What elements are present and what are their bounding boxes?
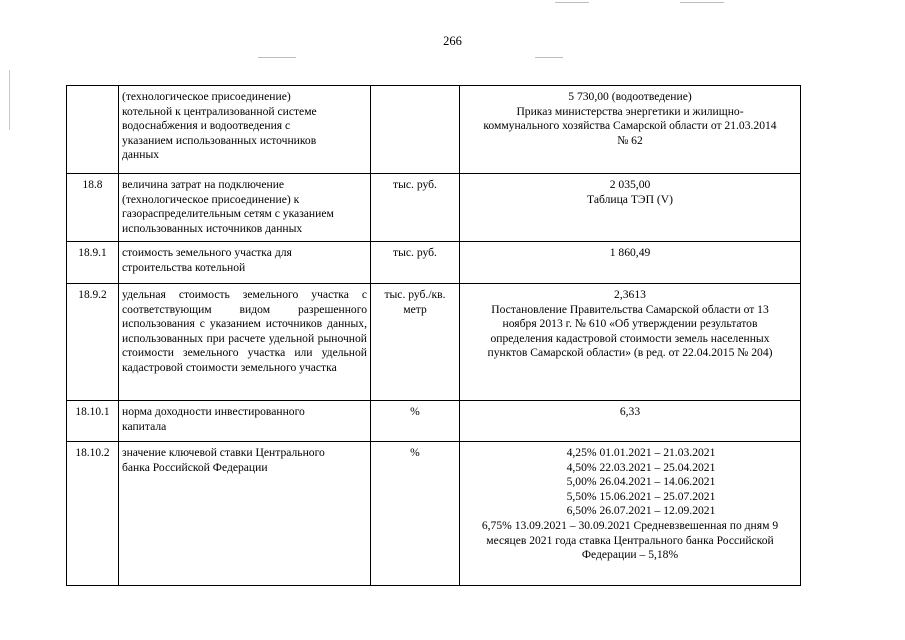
data-table xyxy=(66,85,801,586)
value-line: 6,33 xyxy=(619,405,641,418)
unit-cell xyxy=(371,86,460,174)
scan-speck xyxy=(258,57,296,58)
scan-speck xyxy=(555,2,589,3)
parameter-name-line: строительства котельной xyxy=(122,260,246,274)
value-cell xyxy=(460,86,801,174)
weighted-rate-line: 6,75% 13.09.2021 – 30.09.2021 Средневзвешенная по дням 9 xyxy=(481,518,779,532)
key-rate-period: 5,50% 15.06.2021 – 25.07.2021 xyxy=(566,489,716,503)
value-line: пунктов Самарской области» (в ред. от 22.04.2015 № 204) xyxy=(487,346,773,360)
table-row xyxy=(67,242,801,284)
value-cell xyxy=(460,284,801,401)
parameter-name-line: данных xyxy=(122,148,160,162)
row-number: 18.10.1 xyxy=(67,401,119,442)
row-number: 18.9.2 xyxy=(67,284,119,401)
parameter-name-line: использованных источников данных xyxy=(122,221,303,235)
value-line: Приказ министерства энергетики и жилищно- xyxy=(516,104,744,118)
value-line: 5 730,00 (водоотведение) xyxy=(568,90,692,103)
parameter-name xyxy=(119,174,371,242)
key-rate-period: 4,50% 22.03.2021 – 25.04.2021 xyxy=(566,460,716,474)
value-cell xyxy=(460,442,801,586)
table-row xyxy=(67,86,801,174)
value-line: ноября 2013 г. № 610 «Об утверждении результатов xyxy=(502,317,758,331)
scan-speck xyxy=(9,70,10,130)
row-number xyxy=(67,86,119,174)
parameter-name-line: (технологическое присоединение) xyxy=(122,90,291,103)
row-number: 18.8 xyxy=(67,174,119,242)
parameter-name-line: (технологическое присоединение) к xyxy=(122,192,300,206)
parameter-name-line: норма доходности инвестированного xyxy=(122,405,305,418)
parameter-name-line: стоимость земельного участка для xyxy=(122,246,292,259)
parameter-name xyxy=(119,442,371,586)
value-line: 2 035,00 xyxy=(609,178,651,191)
key-rate-period: 5,00% 26.04.2021 – 14.06.2021 xyxy=(566,475,716,489)
unit-cell xyxy=(371,284,460,401)
unit-line: тыс. руб./кв. xyxy=(384,288,446,301)
weighted-rate-line: месяцев 2021 года ставка Центрального банка Российской xyxy=(486,533,774,547)
value-line: 2,3613 xyxy=(614,288,646,301)
unit-cell: % xyxy=(371,401,460,442)
value-line: № 62 xyxy=(617,133,643,147)
value-cell xyxy=(460,242,801,284)
key-rate-period: 6,50% 26.07.2021 – 12.09.2021 xyxy=(566,504,716,518)
table-row xyxy=(67,284,801,401)
page-number: 266 xyxy=(443,34,462,48)
scan-speck xyxy=(680,2,724,3)
unit-cell: % xyxy=(371,442,460,586)
unit-line: метр xyxy=(403,302,427,316)
table-row xyxy=(67,401,801,442)
key-rate-period: 4,25% 01.01.2021 – 21.03.2021 xyxy=(566,446,716,459)
parameter-name xyxy=(119,242,371,284)
unit-cell: тыс. руб. xyxy=(371,242,460,284)
unit-cell: тыс. руб. xyxy=(371,174,460,242)
parameter-name-line: указанием использованных источников xyxy=(122,133,317,147)
parameter-name-line: величина затрат на подключение xyxy=(122,178,285,191)
weighted-rate-line: Федерации – 5,18% xyxy=(581,548,679,562)
value-line: Постановление Правительства Самарской области от 13 xyxy=(491,302,769,316)
value-cell xyxy=(460,401,801,442)
value-line: определения кадастровой стоимости земель населенных xyxy=(490,331,770,345)
scan-speck xyxy=(535,57,563,58)
parameter-name-line: капитала xyxy=(122,419,167,433)
parameter-name-line: банка Российской Федерации xyxy=(122,460,268,474)
parameter-name xyxy=(119,86,371,174)
table-row xyxy=(67,442,801,586)
parameter-name xyxy=(119,401,371,442)
value-cell xyxy=(460,174,801,242)
parameter-name: удельная стоимость земельного участка с соответствующим видом разрешенного использования с указанием источников данных, использованных при расчете удельной рыночной стоимости земельного участка или удельной кадастровой стоимости земельного участка xyxy=(119,284,371,401)
parameter-name-line: газораспределительным сетям с указанием xyxy=(122,207,334,221)
value-line: коммунального хозяйства Самарской области от 21.03.2014 xyxy=(483,119,777,133)
parameter-name-line: котельной к централизованной системе xyxy=(122,104,317,118)
value-line: Таблица ТЭП (V) xyxy=(587,192,673,206)
row-number: 18.10.2 xyxy=(67,442,119,586)
row-number: 18.9.1 xyxy=(67,242,119,284)
parameter-name-line: водоснабжения и водоотведения с xyxy=(122,119,291,133)
value-line: 1 860,49 xyxy=(609,246,651,259)
parameter-name-line: значение ключевой ставки Центрального xyxy=(122,446,325,459)
table-row xyxy=(67,174,801,242)
